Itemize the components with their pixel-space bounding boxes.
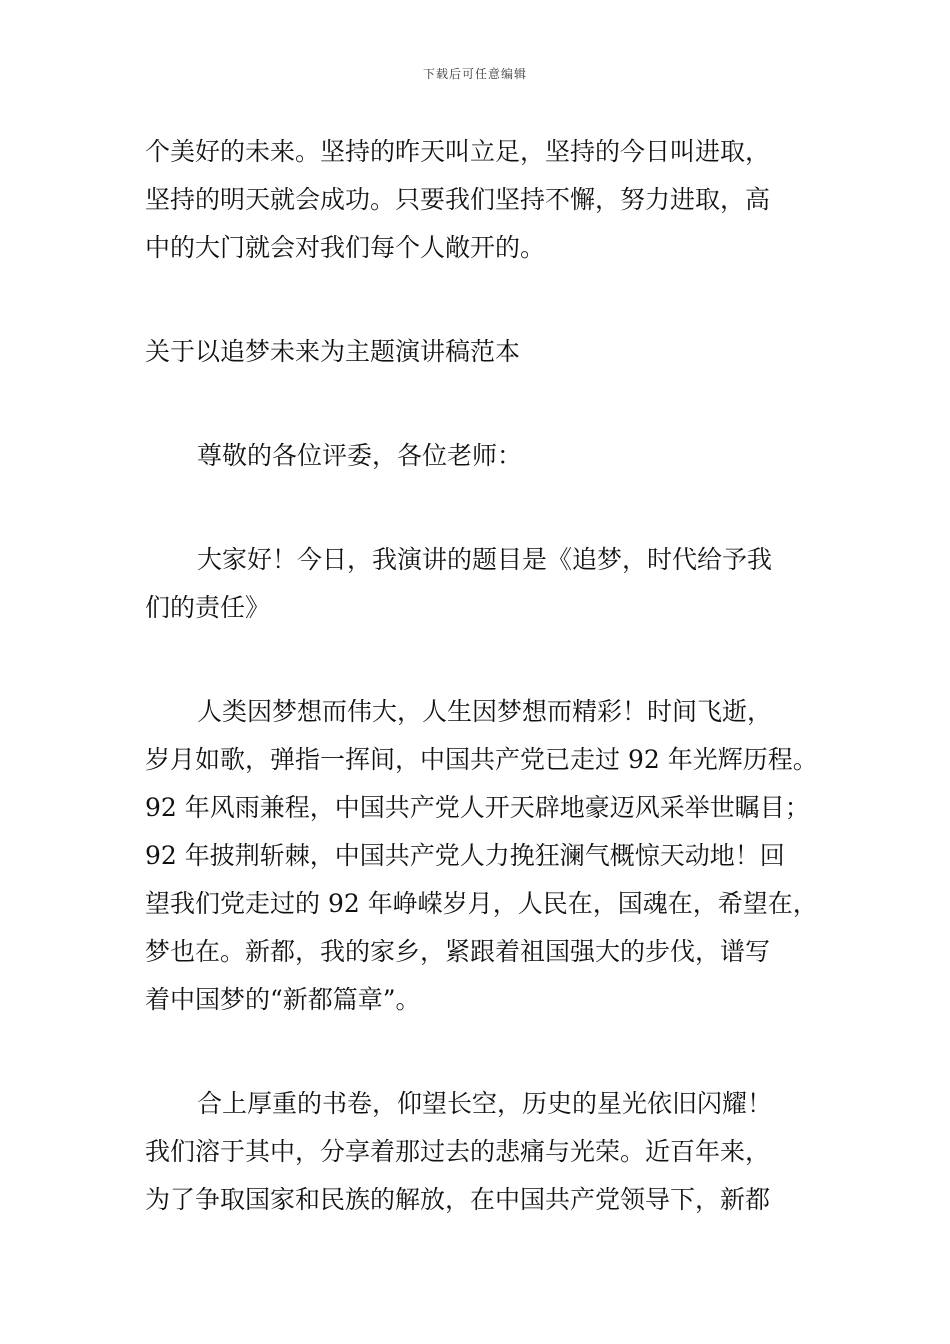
section-title bbox=[145, 328, 835, 376]
text-line: 为了争取国家和民族的解放，在中国共产党领导下，新都 bbox=[145, 1185, 771, 1214]
text-line: 梦也在。新都，我的家乡，紧跟着祖国强大的步伐，谱写 bbox=[145, 937, 771, 966]
text-line: 92 年风雨兼程，中国共产党人开天辟地豪迈风采举世瞩目； bbox=[145, 793, 810, 822]
page-header: 下载后可任意编辑 bbox=[422, 67, 527, 81]
text-line: 岁月如歌，弹指一挥间，中国共产党已走过 92 年光辉历程。 bbox=[145, 745, 818, 774]
paragraph bbox=[145, 1080, 835, 1224]
text-line: 望我们党走过的 92 年峥嵘岁月，人民在，国魂在，希望在， bbox=[145, 889, 818, 918]
document-body bbox=[145, 128, 835, 1224]
text-line: 92 年披荆斩棘，中国共产党人力挽狂澜气概惊天动地！回 bbox=[145, 841, 785, 870]
paragraph bbox=[145, 688, 835, 1024]
text-line: 尊敬的各位评委，各位老师： bbox=[197, 441, 523, 470]
text-line: 个美好的未来。坚持的昨天叫立足，坚持的今日叫进取， bbox=[145, 137, 771, 166]
text-line: 大家好！今日，我演讲的题目是《追梦，时代给予我 bbox=[197, 545, 773, 574]
text-line: 人类因梦想而伟大，人生因梦想而精彩！时间飞逝， bbox=[197, 697, 773, 726]
text-line: 中的大门就会对我们每个人敞开的。 bbox=[145, 233, 546, 262]
text-line: 合上厚重的书卷，仰望长空，历史的星光依旧闪耀！ bbox=[197, 1089, 773, 1118]
text-line: 着中国梦的“新都篇章”。 bbox=[145, 985, 421, 1014]
text-line: 关于以追梦未来为主题演讲稿范本 bbox=[145, 337, 521, 366]
text-line: 坚持的明天就会成功。只要我们坚持不懈，努力进取，高 bbox=[145, 185, 771, 214]
paragraph bbox=[145, 432, 835, 480]
text-line: 我们溶于其中，分享着那过去的悲痛与光荣。近百年来， bbox=[145, 1137, 771, 1166]
paragraph bbox=[145, 536, 835, 632]
text-line: 们的责任》 bbox=[145, 593, 271, 622]
paragraph bbox=[145, 128, 835, 272]
